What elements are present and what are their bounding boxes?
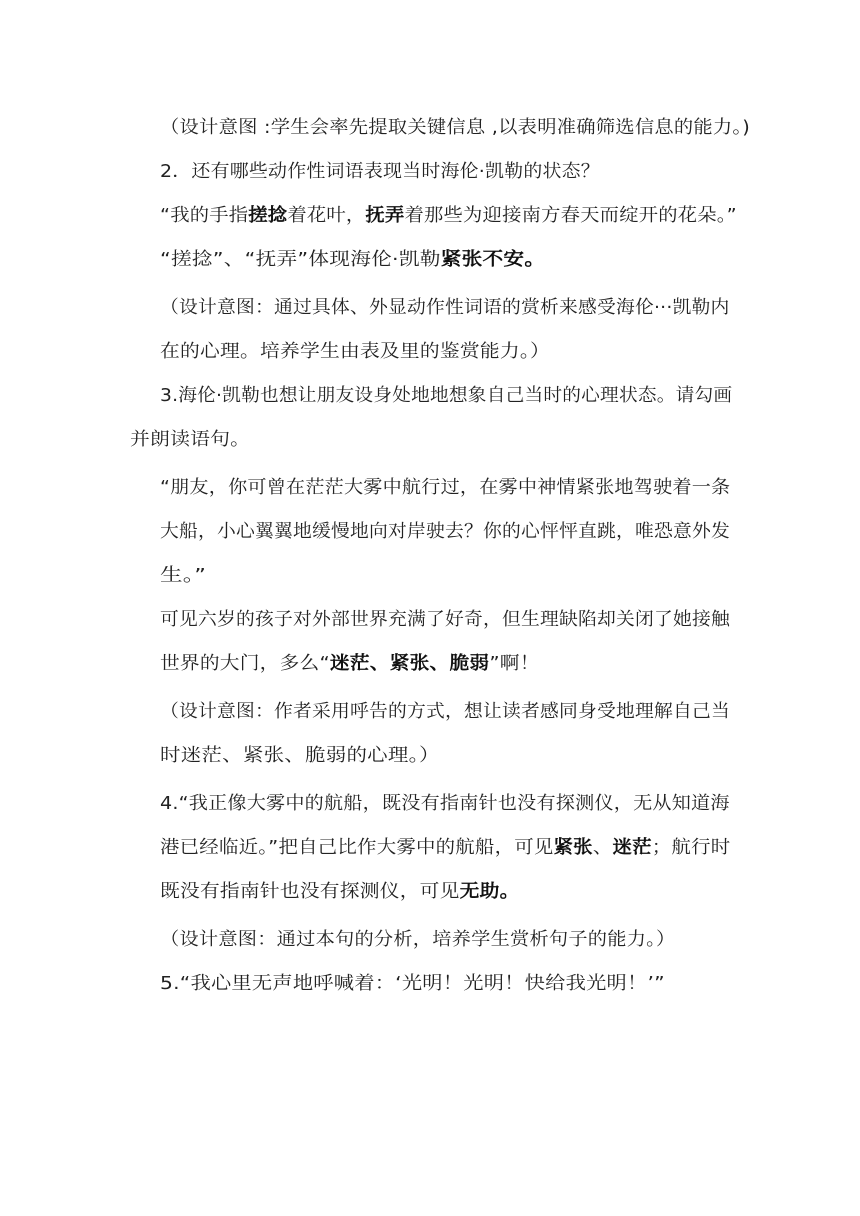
text-line-12: 可见六岁的孩子对外部世界充满了好奇，但生理缺陷却关闭了她接触 bbox=[160, 609, 730, 630]
text-line-16: 4.“我正像大雾中的航船，既没有指南针也没有探测仪，无从知道海 bbox=[160, 793, 730, 814]
text-line-15: 时迷茫、紧张、脆弱的心理。） bbox=[160, 745, 440, 766]
text-line-1: （设计意图 :学生会率先提取关键信息 ,以表明准确筛选信息的能力。) bbox=[160, 117, 751, 138]
text-line-18: 既没有指南针也没有探测仪，可见无助。 bbox=[160, 881, 520, 902]
bold-term: 无助。 bbox=[459, 881, 520, 902]
text-line-2: 2．还有哪些动作性词语表现当时海伦·凯勒的状态？ bbox=[160, 161, 600, 182]
bold-term: 搓捻 bbox=[248, 205, 288, 226]
text-line-13: 世界的大门，多么“迷茫、紧张、脆弱”啊！ bbox=[160, 653, 540, 674]
bold-term: 紧张不安。 bbox=[440, 249, 546, 270]
text-line-7: 3.海伦·凯勒也想让朋友设身处地地想象自己当时的心理状态。请勾画 bbox=[160, 385, 733, 406]
text-line-20: 5.“我心里无声地呼喊着：‘光明！光明！快给我光明！’” bbox=[160, 973, 665, 994]
text-line-14: （设计意图：作者采用呼告的方式，想让读者感同身受地理解自己当 bbox=[160, 701, 730, 722]
text-line-17: 港已经临近。”把自己比作大雾中的航船，可见紧张、迷茫；航行时 bbox=[160, 837, 731, 858]
bold-term: 迷茫、紧张、脆弱 bbox=[329, 653, 490, 674]
text-line-9: “朋友，你可曾在茫茫大雾中航行过，在雾中神情紧张地驾驶着一条 bbox=[160, 477, 731, 498]
text-line-11: 生。” bbox=[160, 565, 207, 586]
text-line-5: （设计意图：通过具体、外显动作性词语的赏析来感受海伦···凯勒内 bbox=[160, 297, 730, 318]
bold-term: 抚弄 bbox=[365, 205, 405, 226]
text-line-8: 并朗读语句。 bbox=[130, 429, 251, 450]
bold-term: 迷茫 bbox=[612, 837, 652, 858]
bold-term: 紧张 bbox=[553, 837, 593, 858]
text-line-6: 在的心理。培养学生由表及里的鉴赏能力。） bbox=[160, 341, 550, 362]
text-line-19: （设计意图：通过本句的分析，培养学生赏析句子的能力。） bbox=[160, 929, 676, 950]
text-line-4: “搓捻”、“抚弄”体现海伦·凯勒紧张不安。 bbox=[160, 249, 546, 270]
text-line-10: 大船，小心翼翼地缓慢地向对岸驶去？你的心怦怦直跳，唯恐意外发 bbox=[160, 521, 730, 542]
text-line-3: “我的手指搓捻着花叶，抚弄着那些为迎接南方春天而绽开的花朵。” bbox=[160, 205, 737, 226]
